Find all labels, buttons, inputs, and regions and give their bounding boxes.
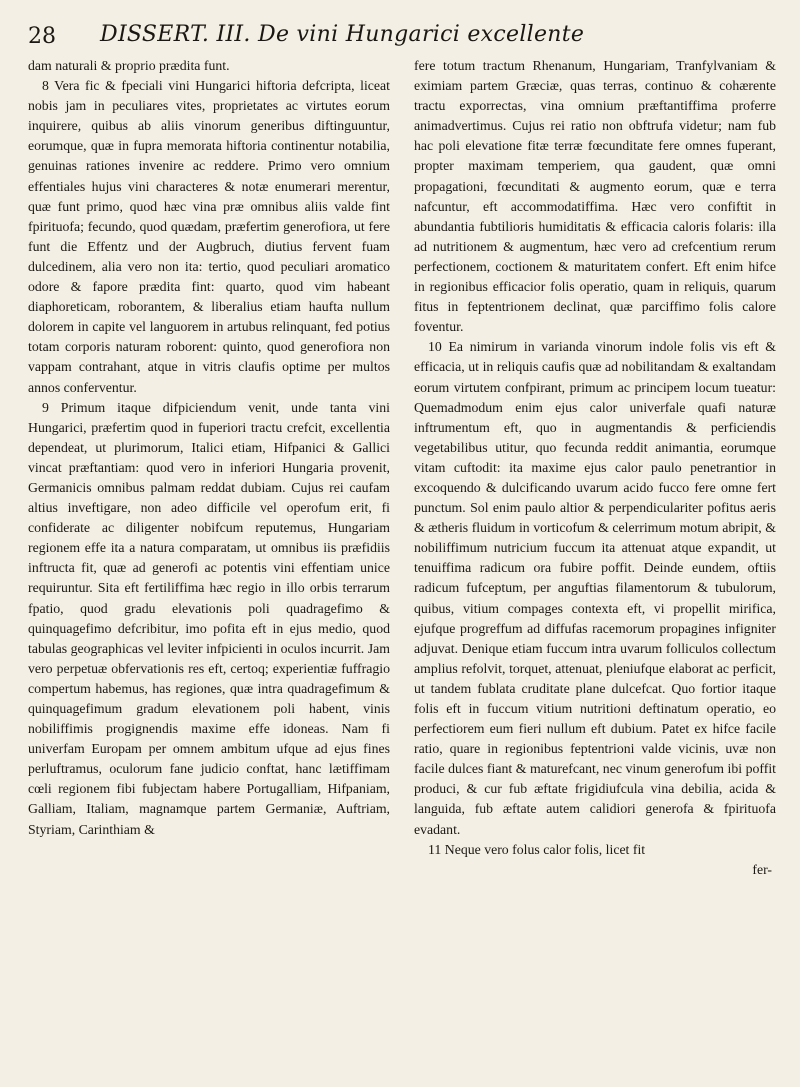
right-column: [414, 56, 776, 880]
paragraph: 9 Primum itaque difpiciendum venit, unde tanta vini Hungarici, præfertim quod in fuperiori tractu crefcit, excellentia dependeat, ut plurimorum, Italici etiam, Hifpanici & Gallici vincat præftantiam: quod vero in inferiori Hungaria provenit, Germanicis omnibus palmam reddat dubiam. Cujus rei caufam altius inveftigare, non adeo difficile vel operofum erit, fi confiderate ac diligenter nobifcum reputemus, Hungariam regionem effe ita a natura comparatam, ut omnibus iis præfidiis inftructa fit, quæ ad generofi ac potentis vini effentiam unice requiruntur. Sita eft fertiliffima hæc regio in illo orbis terrarum fpatio, quod gradu elevationis poli quadragefimo & quinquagefimo defcribitur, imo pofita eft in ejus medio, quod tabulas geographicas vel leviter infpicienti in oculos incurrit. Jam vero perpetuæ obfervationis res eft, certoq; experientiæ fuffragio compertum habemus, has regiones, quæ intra quadragefimum & quinquagefimum gradum elevationem poli habent, vinis nobiliffimis progignendis maxime effe idoneas. Nam fi univerfam Europam per omnem ambitum ufque ad ejus fines perluftramus, oculorum fane judicio conftat, hanc lætiffimam cœli regionem fibi fubjectam habere Portugalliam, Hifpaniam, Galliam, Italiam, magnamque partem Germaniæ, Auftriam, Styriam, Carinthiam &: [28, 399, 390, 837]
text-columns: [28, 56, 778, 1073]
paragraph: 10 Ea nimirum in varianda vinorum indole folis vis eft & efficacia, ut in reliquis caufis quæ ad nobilitandam & exaltandam eorum virtutem confpirant, primum ac principem locum tueatur: Quemadmodum enim ejus calor univerfale quafi naturæ inftrumentum eft, quo in augmentandis & perficiendis vegetabilibus utitur, quo fecunda reddit animantia, eorumque vitam cuftodit: ita maxime ejus calor paulo penetrantior in excoquendo & dulcificando uvarum acido fucco fere omne fert punctum. Sol enim paulo altior & perpendiculariter pofitus aeris & ætheris fluidum in vorticofum & celerrimum motum abripit, & nobiliffimum nutricium fuccum ita attenuat atque expandit, ut tenuiffima radicum ora fubire poffit. Deinde eundem, oftiis radicum fufceptum, per anguftias filamentorum & tubulorum, quibus, vitium compages contexta eft, vi propellit mirifica, ejufque progreffum ad diffufas racemorum propagines infigniter adjuvat. Denique etiam fuccum intra uvarum folliculos collectum amplius refolvit, torquet, attenuat, pleniufque elaborat ac perficit, ut tandem fublata cruditate plane dulcefcat. Quo fortior itaque folis eft in fuccum vitium nutritioni deftinatum operatio, eo perfectiorem eum fieri nullum eft dubium. Patet ex hifce facile ratio, quare in regionibus feptentrioni valde vicinis, uvæ non facile dulces fiant & maturefcant, nec vinum generofum ibi poffit produci, & cur fub æftate frigidiufcula vina debilia, acida & languida, fub æftate autem calidiori generofa & fpirituofa evadant.: [414, 339, 776, 837]
running-title: DISSERT. III. De vini Hungarici excellente: [100, 22, 585, 47]
paragraph: 8 Vera fic & fpeciali vini Hungarici hiftoria defcripta, liceat nobis jam in peculiares vites, proprietates ac virtutes eorum inquirere, quibus ab aliis vinorum generibus diftinguuntur, eorumque, quæ in fupra memorata hiftoria continentur notabilia, genuinas rationes invenire ac reddere. Primo vero omnium effentiales hujus vini characteres & notæ enumerari merentur, quæ funt primo, quod hæc vina præ omnibus aliis valde fint fpirituofa; fecundo, quod quædam, præfertim generofiora, ut fere funt die Effentz und der Augbruch, diutius fervent fuam dulcedinem, alia vero non ita: tertio, quod peculiari aromatico odore & fapore prædita fint: quarto, quod vim habeant diaphoreticam, roborantem, & liberalius etiam haufta nullum dolorem in capite vel languorem in artubus relinquant, fed potius totam corporis naturam roborent: quinto, quod generofiora non vappam contrahant, atque in vitris claufis optime per multos annos conferventur.: [28, 78, 390, 395]
page-number: 28: [28, 24, 56, 49]
page-header: [28, 16, 778, 58]
paragraph: 11 Neque vero folus calor folis, licet fit: [428, 841, 646, 857]
paragraph: dam naturali & proprio prædita funt.: [28, 58, 230, 73]
catchword: fer-: [752, 861, 772, 877]
paragraph: fere totum tractum Rhenanum, Hungariam, Tranfylvaniam & eximiam partem Græciæ, quas terras, continuo & cohærente tractu exporrectas, vina omnium præftantiffima proferre animadvertimus. Cujus rei ratio non obftrufa videtur; nam fub hac poli elevatione fitæ terræ fœcunditate fere omnes fuperant, propter maximam temperiem, qua gaudent, quæ omni propagationi, fœcunditati & augmento eorum, quæ e terra nafcuntur, eft accommodatiffima. Hæc vero confiftit in abundantia fubtilioris humiditatis & efficacia caloris folaris: illa ad nutritionem & augmentum, hæc vero ad crefcentium rerum perfectionem, coctionem & maturitatem confert. Eft enim hifce in regionibus efficacior folis operatio, quam in reliquis, quarum fitus in feptentrionem declinat, quæ parciffimo folis calore foventur.: [414, 58, 776, 335]
left-column: [28, 56, 390, 840]
